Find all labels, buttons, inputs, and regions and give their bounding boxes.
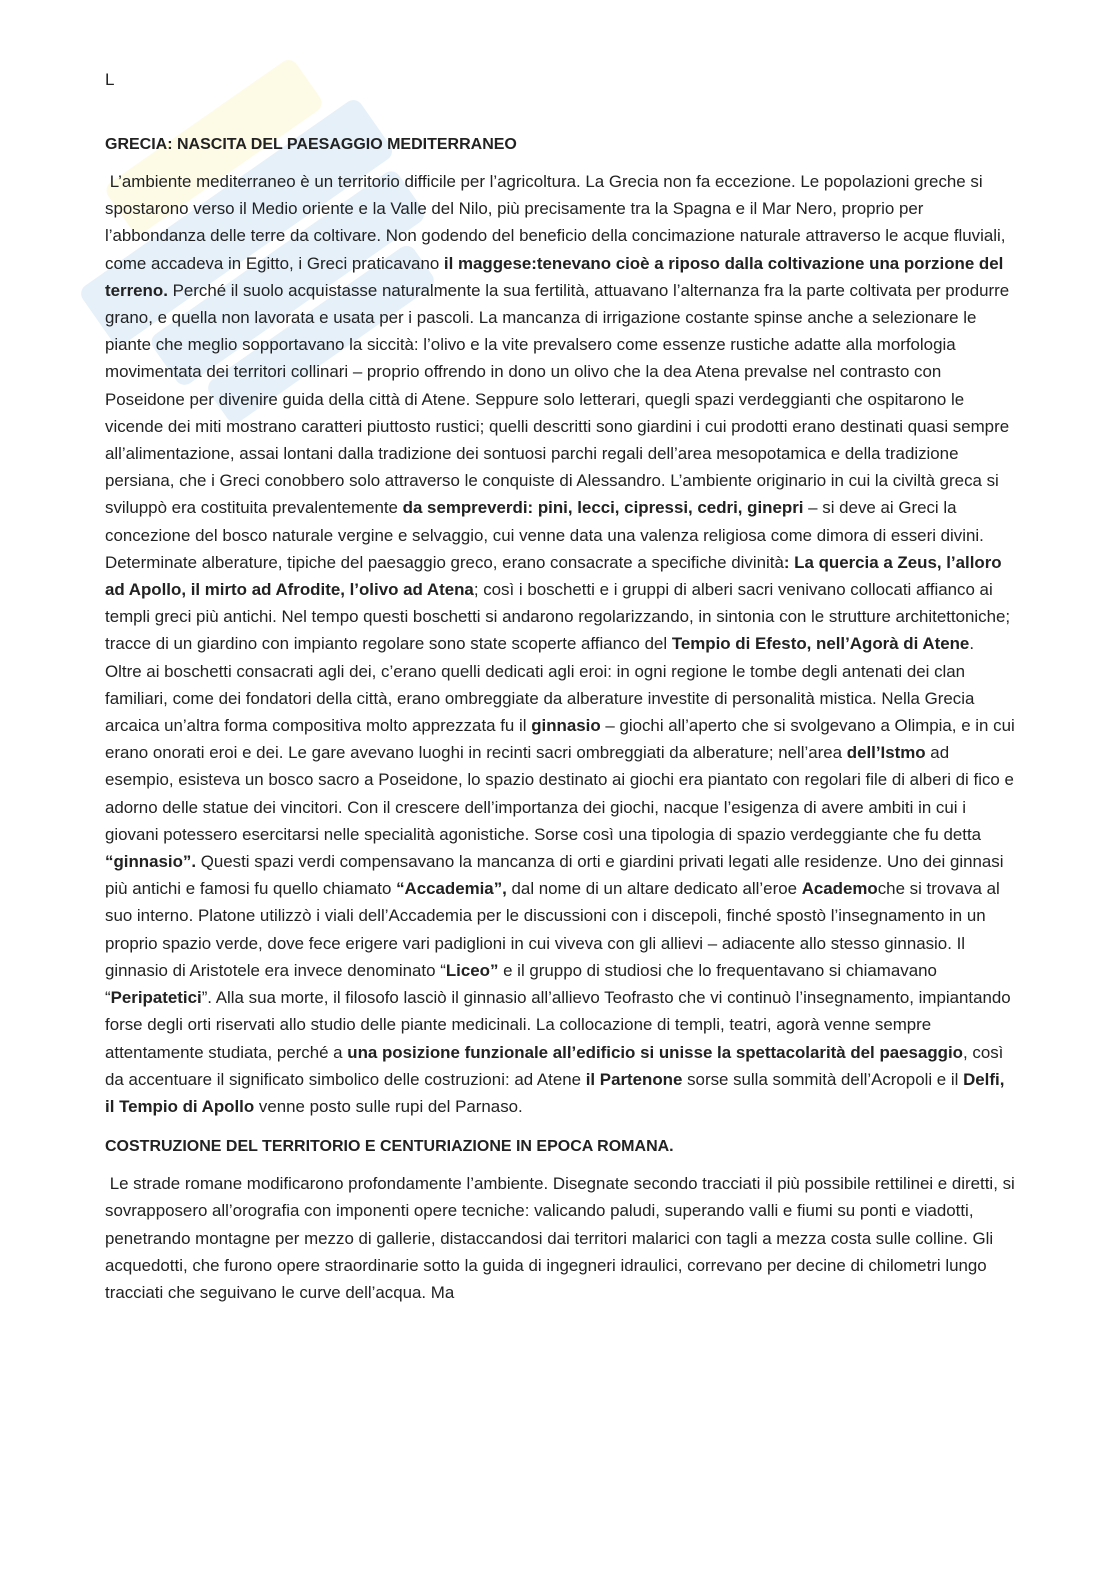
bold-text-run: una posizione funzionale all’edificio si unisse la spettacolarità del paesaggio xyxy=(347,1042,963,1062)
document-body xyxy=(105,132,1020,1306)
bold-text-run: “Accademia”, xyxy=(396,879,507,899)
bold-text-run: il maggese:tenevano cioè a riposo dalla coltivazione una porzione del terreno. xyxy=(105,253,1009,300)
text-run: sorse sulla sommità dell’Acropoli e il xyxy=(682,1069,964,1089)
page-letter: L xyxy=(105,70,115,89)
text-run: , così da accentuare il significato simbolico delle costruzioni: ad Atene xyxy=(105,1042,1009,1089)
bold-text-run: “ginnasio”. xyxy=(105,852,197,872)
text-run: Le strade romane modificarono profondamente l’ambiente. Disegnate secondo tracciati il più possibile rettilinei e diretti, si sovrapposero all’orografia con imponenti opere tecniche: valicando paludi, superando valli e fiumi su ponti e viadotti, penetrando montagne per mezzo di gallerie, distaccandosi dai territori malarici con tagli a mezza costa sulle colline. Gli acquedotti, che furono opere straordinarie sotto la guida di ingegneri idraulici, correvano per decine di chilometri lungo tracciati che seguivano le curve dell’acqua. Ma xyxy=(105,1174,1020,1302)
text-run: . Oltre ai boschetti consacrati agli dei, c’erano quelli dedicati agli eroi: in ogni regione le tombe degli antenati dei clan familiari, come dei fondatori della città, erano ombreggiate da alberature investite di personalità mistica. Nella Grecia arcaica un’altra forma compositiva molto apprezzata fu il xyxy=(105,634,980,736)
text-run: L’ambiente mediterraneo è un territorio difficile per l’agricoltura. La Grecia non fa eccezione. Le popolazioni greche si spostarono verso il Medio oriente e la Valle del Nilo, più precisamente tra la Spagna e il Mar Nero, proprio per l’abbondanza delle terre da coltivare. Non godendo del beneficio della concimazione naturale attraverso le acque fluviali, come accadeva in Egitto, i Greci praticavano xyxy=(105,172,1011,273)
text-run: venne posto sulle rupi del Parnaso. xyxy=(254,1096,523,1116)
text-run: Questi spazi verdi compensavano la mancanza di orti e giardini privati legati alle residenze. Uno dei ginnasi più antichi e famosi fu quello chiamato xyxy=(105,852,1009,899)
text-run: e il gruppo di studiosi che lo frequentavano si chiamavano “ xyxy=(105,960,942,1008)
bold-text-run: Peripatetici xyxy=(110,988,202,1008)
text-run: dal nome di un altare dedicato all’eroe xyxy=(506,879,802,899)
section-paragraph-grecia xyxy=(105,168,1020,1120)
bold-text-run: dell’Istmo xyxy=(846,743,926,763)
section-heading-grecia: GRECIA: NASCITA DEL PAESAGGIO MEDITERRANEO xyxy=(105,136,517,153)
text-run: ”. Alla sua morte, il filosofo lasciò il ginnasio all’allievo Teofrasto che vi continuò l’insegnamento, impiantando forse degli orti riservati allo studio delle piante medicinali. La collocazione di templi, teatri, agorà venne sempre attentamente studiata, perché a xyxy=(105,988,1016,1062)
bold-text-run: Delfi, il Tempio di Apollo xyxy=(105,1069,1010,1116)
section-paragraph-centuriazione xyxy=(105,1170,1020,1306)
text-run: ad esempio, esisteva un bosco sacro a Poseidone, lo spazio destinato ai giochi era piantato con regolari file di alberi di fico e adorno delle statue dei vincitori. Con il crescere dell’importanza dei giochi, nacque l’esigenza di avere ambiti in cui i giovani potessero esercitarsi nelle specialità agonistiche. Sorse così una tipologia di spazio verdeggiante che fu detta xyxy=(105,743,1019,844)
section-heading-centuriazione: COSTRUZIONE DEL TERRITORIO E CENTURIAZIONE IN EPOCA ROMANA. xyxy=(105,1138,674,1156)
text-run: – giochi all’aperto che si svolgevano a Olimpia, e in cui erano onorati eroi e dei. Le gare avevano luoghi in recinti sacri ombreggiati da alberature; nell’area xyxy=(105,716,1020,763)
bold-text-run: da sempreverdi: pini, lecci, cipressi, cedri, ginepri xyxy=(402,498,804,518)
text-run: – si deve ai Greci la concezione del bosco naturale vergine e selvaggio, cui venne data una valenza religiosa come dimora di esseri divini. Determinate alberature, tipiche del paesaggio greco, erano consacrate a specifiche divinità xyxy=(105,498,989,572)
bold-text-run: ginnasio xyxy=(531,716,601,736)
bold-text-run: Tempio di Efesto, nell’Agorà di Atene xyxy=(671,634,970,654)
text-run: Perché il suolo acquistasse naturalmente la sua fertilità, attuavano l’alternanza fra la parte coltivata per produrre grano, e quella non lavorata e usata per i pascoli. La mancanza di irrigazione costante spinse anche a selezionare le piante che meglio sopportavano la siccità: l’olivo e la vite prevalsero come essenze rustiche adatte alla morfologia movimentata dei territori collinari – proprio offrendo in dono un olivo che la dea Atena prevalse nel contrasto con Poseidone per divenire guida della città di Atene. Seppure solo letterari, quegli spazi verdeggianti che ospitarono le vicende dei miti mostrano caratteri piuttosto rustici; quelli descritti sono giardini i cui prodotti erano destinati quasi sempre all’alimentazione, assai lontani dalla tradizione dei sontuosi parchi regali dell’area mesopotamica e della tradizione persiana, che i Greci conobbero solo attraverso le conquiste di Alessandro. L’ambiente originario in cui la civiltà greca si sviluppò era costituita prevalentemente xyxy=(105,280,1014,518)
bold-text-run: : La quercia a Zeus, l’alloro ad Apollo, il mirto ad Afrodite, l’olivo ad Atena xyxy=(105,552,1007,600)
bold-text-run: Liceo” xyxy=(445,960,499,980)
bold-text-run: il Partenone xyxy=(585,1069,683,1089)
bold-text-run: Academo xyxy=(801,879,878,899)
text-run: che si trovava al suo interno. Platone utilizzò i viali dell’Accademia per le discussioni con i discepoli, finché spostò l’insegnamento in un proprio spazio verde, dove fece erigere vari padiglioni in cui viveva con gli allievi – adiacente allo stesso ginnasio. Il ginnasio di Aristotele era invece denominato “ xyxy=(105,879,1005,980)
text-run: ; così i boschetti e i gruppi di alberi sacri venivano collocati affianco ai templi greci più antichi. Nel tempo questi boschetti si andarono regolarizzando, in sintonia con le strutture architettoniche; tracce di un giardino con impianto regolare sono state scoperte affianco del xyxy=(105,580,1015,654)
